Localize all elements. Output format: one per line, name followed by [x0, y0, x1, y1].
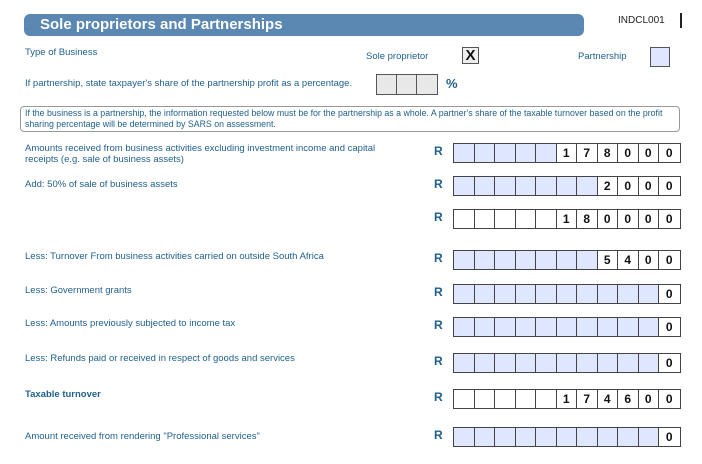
- currency-symbol: R: [434, 177, 443, 191]
- digit-box[interactable]: [577, 251, 598, 269]
- digit-box[interactable]: [598, 428, 619, 446]
- digit-box[interactable]: [454, 354, 475, 372]
- digit-box[interactable]: [454, 285, 475, 303]
- digit-box[interactable]: [516, 285, 537, 303]
- digit-box[interactable]: 0: [659, 144, 680, 162]
- row-label: Amount received from rendering "Professional services": [25, 431, 260, 442]
- digit-box[interactable]: [598, 354, 619, 372]
- currency-symbol: R: [434, 285, 443, 299]
- digit-box: [516, 390, 537, 408]
- digit-box[interactable]: [536, 144, 557, 162]
- digit-box: 8: [577, 210, 598, 228]
- digit-box: 1: [557, 210, 578, 228]
- digit-box[interactable]: [598, 285, 619, 303]
- digit-box[interactable]: [557, 251, 578, 269]
- digit-box[interactable]: [536, 177, 557, 195]
- digit-box: [454, 390, 475, 408]
- digit-box[interactable]: [618, 318, 639, 336]
- amount-input[interactable]: [453, 250, 681, 270]
- digit-box[interactable]: [454, 177, 475, 195]
- digit-box[interactable]: [475, 177, 496, 195]
- digit-box[interactable]: [557, 428, 578, 446]
- form-code-divider: [680, 13, 682, 28]
- digit-box[interactable]: [639, 318, 660, 336]
- digit-box[interactable]: 0: [639, 144, 660, 162]
- digit-box[interactable]: [516, 251, 537, 269]
- row-label: Taxable turnover: [25, 389, 101, 400]
- digit-box[interactable]: [557, 354, 578, 372]
- digit-box[interactable]: 0: [659, 318, 680, 336]
- digit-box[interactable]: [475, 144, 496, 162]
- digit-box[interactable]: [618, 428, 639, 446]
- row-label: Less: Turnover From business activities carried on outside South Africa: [25, 251, 324, 262]
- sole-proprietor-label: Sole proprietor: [366, 51, 429, 62]
- digit-box[interactable]: 5: [598, 251, 619, 269]
- digit-box[interactable]: [536, 428, 557, 446]
- row-label: Add: 50% of sale of business assets: [25, 179, 178, 190]
- digit-box: [516, 210, 537, 228]
- digit-box: [536, 210, 557, 228]
- row-label: Less: Government grants: [25, 285, 132, 296]
- digit-box: 7: [577, 390, 598, 408]
- amount-input[interactable]: [453, 317, 681, 337]
- row-label: Less: Amounts previously subjected to income tax: [25, 318, 236, 329]
- digit-box[interactable]: 0: [659, 428, 680, 446]
- partnership-share-input[interactable]: [376, 74, 438, 95]
- digit-box[interactable]: 4: [618, 251, 639, 269]
- digit-box[interactable]: [495, 318, 516, 336]
- digit-box: 6: [618, 390, 639, 408]
- row-label: Less: Refunds paid or received in respect of goods and services: [25, 353, 295, 364]
- digit-box[interactable]: [557, 177, 578, 195]
- digit-box: 0: [659, 210, 680, 228]
- percent-sign: %: [446, 76, 458, 91]
- digit-box[interactable]: [454, 318, 475, 336]
- percent-digit-box[interactable]: [417, 75, 437, 94]
- currency-symbol: R: [434, 144, 443, 158]
- digit-box[interactable]: [475, 428, 496, 446]
- digit-box[interactable]: [495, 354, 516, 372]
- digit-box[interactable]: [454, 144, 475, 162]
- digit-box: 4: [598, 390, 619, 408]
- digit-box[interactable]: [495, 285, 516, 303]
- digit-box: [475, 390, 496, 408]
- amount-input[interactable]: [453, 284, 681, 304]
- digit-box[interactable]: [495, 177, 516, 195]
- digit-box[interactable]: [639, 285, 660, 303]
- amount-input[interactable]: [453, 427, 681, 447]
- amount-input[interactable]: [453, 353, 681, 373]
- digit-box[interactable]: [495, 144, 516, 162]
- digit-box[interactable]: 0: [618, 177, 639, 195]
- digit-box[interactable]: [557, 285, 578, 303]
- currency-symbol: R: [434, 354, 443, 368]
- digit-box[interactable]: 0: [659, 177, 680, 195]
- digit-box[interactable]: [495, 428, 516, 446]
- digit-box[interactable]: 7: [577, 144, 598, 162]
- digit-box[interactable]: [475, 318, 496, 336]
- digit-box[interactable]: [516, 144, 537, 162]
- digit-box: [495, 390, 516, 408]
- sole-proprietor-checkbox[interactable]: X: [462, 47, 479, 64]
- digit-box[interactable]: [475, 251, 496, 269]
- digit-box: 0: [639, 390, 660, 408]
- digit-box[interactable]: [577, 354, 598, 372]
- digit-box[interactable]: [536, 251, 557, 269]
- digit-box: 0: [639, 210, 660, 228]
- digit-box[interactable]: [577, 285, 598, 303]
- percent-digit-box[interactable]: [397, 75, 417, 94]
- digit-box: 0: [659, 390, 680, 408]
- percent-digit-box[interactable]: [377, 75, 397, 94]
- digit-box: 0: [618, 210, 639, 228]
- digit-box[interactable]: [557, 318, 578, 336]
- digit-box[interactable]: 0: [639, 251, 660, 269]
- digit-box[interactable]: [598, 318, 619, 336]
- amount-input: [453, 389, 681, 409]
- digit-box[interactable]: [577, 177, 598, 195]
- digit-box[interactable]: [516, 428, 537, 446]
- digit-box: 1: [557, 390, 578, 408]
- digit-box[interactable]: 1: [557, 144, 578, 162]
- digit-box[interactable]: [454, 428, 475, 446]
- digit-box[interactable]: [618, 285, 639, 303]
- row-label: Amounts received from business activities excluding investment income and capital receipts (e.g. sale of business assets): [25, 143, 376, 165]
- digit-box[interactable]: 0: [659, 354, 680, 372]
- type-of-business-label: Type of Business: [25, 47, 98, 58]
- partnership-share-label: If partnership, state taxpayer's share of the partnership profit as a percentage.: [25, 78, 353, 89]
- partnership-label: Partnership: [578, 51, 627, 62]
- digit-box[interactable]: [495, 251, 516, 269]
- digit-box[interactable]: 8: [598, 144, 619, 162]
- digit-box: [536, 390, 557, 408]
- amount-input[interactable]: [453, 143, 681, 163]
- digit-box[interactable]: [475, 285, 496, 303]
- section-title: Sole proprietors and Partnerships: [40, 16, 283, 33]
- digit-box[interactable]: [516, 318, 537, 336]
- currency-symbol: R: [434, 251, 443, 265]
- digit-box[interactable]: 0: [659, 285, 680, 303]
- currency-symbol: R: [434, 390, 443, 404]
- currency-symbol: R: [434, 318, 443, 332]
- digit-box[interactable]: 0: [618, 144, 639, 162]
- digit-box[interactable]: [639, 354, 660, 372]
- digit-box[interactable]: 0: [639, 177, 660, 195]
- amount-input: [453, 209, 681, 229]
- digit-box: [454, 210, 475, 228]
- digit-box[interactable]: [536, 285, 557, 303]
- digit-box[interactable]: [454, 251, 475, 269]
- partnership-note: If the business is a partnership, the information requested below must be for the partnership as a whole. A partner's share of the taxable turnover based on the profit sharing percentage will be determined by SARS on assessment.: [20, 106, 680, 132]
- digit-box[interactable]: [577, 428, 598, 446]
- digit-box[interactable]: [475, 354, 496, 372]
- digit-box[interactable]: 2: [598, 177, 619, 195]
- currency-symbol: R: [434, 210, 443, 224]
- digit-box[interactable]: 0: [659, 251, 680, 269]
- digit-box[interactable]: [536, 354, 557, 372]
- digit-box[interactable]: [577, 318, 598, 336]
- digit-box: 0: [598, 210, 619, 228]
- form-code: INDCL001: [618, 15, 665, 26]
- partnership-checkbox[interactable]: [650, 47, 670, 67]
- digit-box: [475, 210, 496, 228]
- digit-box: [495, 210, 516, 228]
- digit-box[interactable]: [516, 177, 537, 195]
- digit-box[interactable]: [516, 354, 537, 372]
- amount-input[interactable]: [453, 176, 681, 196]
- currency-symbol: R: [434, 428, 443, 442]
- digit-box[interactable]: [618, 354, 639, 372]
- digit-box[interactable]: [536, 318, 557, 336]
- digit-box[interactable]: [639, 428, 660, 446]
